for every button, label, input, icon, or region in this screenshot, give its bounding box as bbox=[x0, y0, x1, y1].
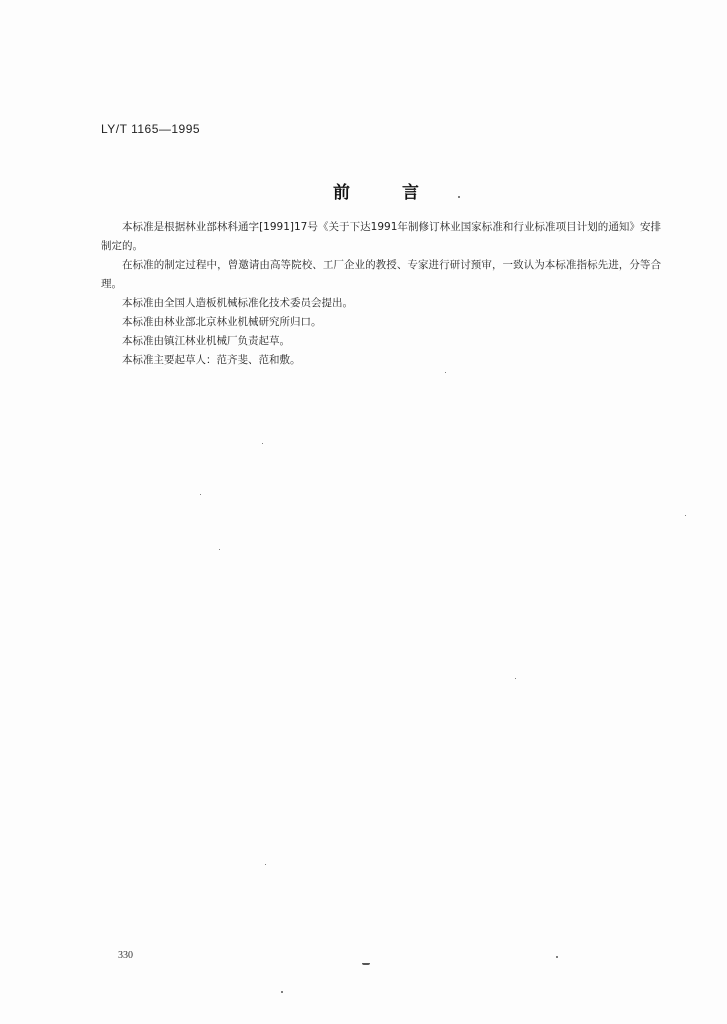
foreword-body bbox=[101, 218, 661, 370]
scan-speck bbox=[362, 963, 370, 965]
section-heading bbox=[333, 178, 419, 203]
standard-code: LY/T 1165—1995 bbox=[101, 122, 201, 136]
foreword-paragraph: 在标准的制定过程中，曾邀请由高等院校、工厂企业的教授、专家进行研讨预审，一致认为本标准指标先进，分等合理。 bbox=[101, 259, 661, 290]
scan-speck bbox=[556, 956, 558, 958]
foreword-paragraph: 本标准是根据林业部林科通字[1991]17号《关于下达1991年制修订林业国家标准和行业标准项目计划的通知》安排制定的。 bbox=[101, 221, 661, 252]
scan-speck bbox=[200, 494, 201, 495]
scan-speck bbox=[262, 443, 263, 444]
scan-speck bbox=[685, 515, 686, 516]
foreword-paragraph: 本标准由镇江林业机械厂负责起草。 bbox=[122, 335, 290, 347]
scan-speck bbox=[281, 991, 283, 993]
foreword-paragraph: 本标准由全国人造板机械标准化技术委员会提出。 bbox=[122, 297, 353, 309]
scan-speck bbox=[219, 549, 220, 550]
scan-speck bbox=[265, 864, 266, 865]
scan-speck bbox=[445, 372, 446, 373]
heading-char-2: 言 bbox=[402, 183, 419, 203]
scan-speck bbox=[458, 196, 460, 198]
foreword-paragraph: 本标准由林业部北京林业机械研究所归口。 bbox=[122, 316, 322, 328]
page-number: 330 bbox=[118, 950, 133, 961]
foreword-paragraph: 本标准主要起草人：范齐斐、范和敷。 bbox=[122, 354, 301, 366]
scan-speck bbox=[515, 678, 516, 679]
heading-char-1: 前 bbox=[333, 183, 350, 203]
